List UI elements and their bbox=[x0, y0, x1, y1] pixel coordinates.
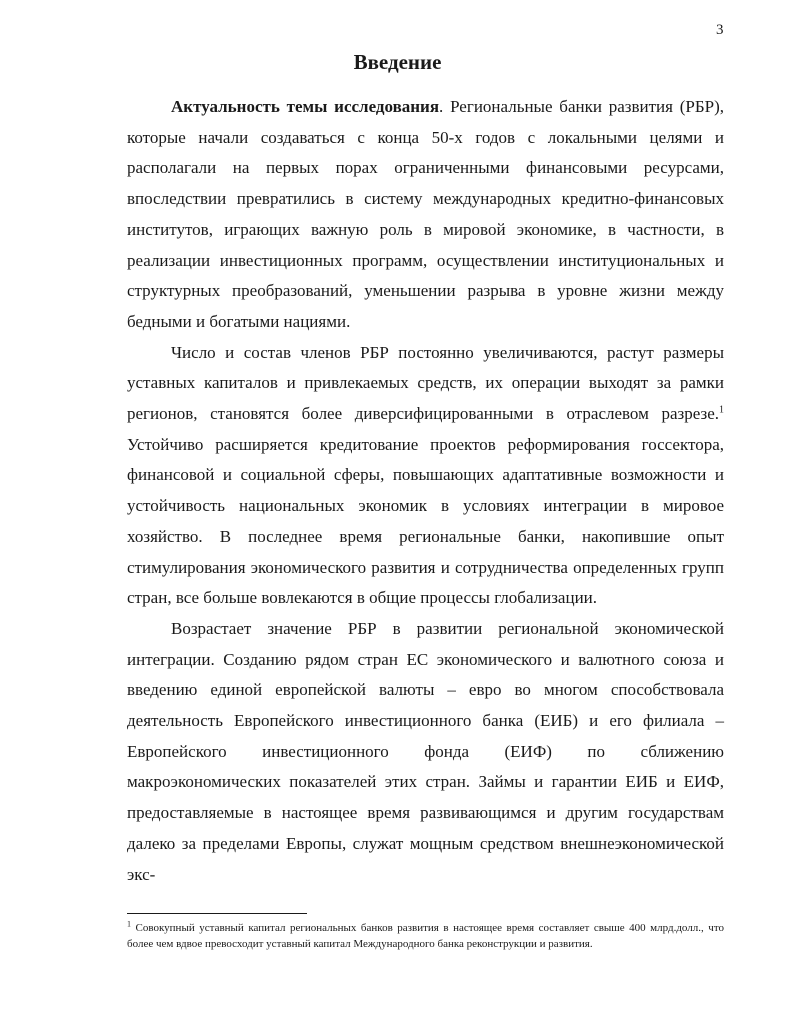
page-title: Введение bbox=[353, 50, 442, 74]
paragraph-text: . Региональные банки развития (РБР), которые начали создаваться с конца 50-х годов с локальными целями и располагали на первых порах ограниченными финансовыми ресурсами, впоследствии превратились в систему международных кредитно-финансовых институтов, играющих важную роль в мировой экономике, в частности, в реализации инвестиционных программ, осуществлении институциональных и структурных преобразований, уменьшении разрыва в уровне жизни между бедными и богатыми нациями. bbox=[127, 97, 724, 331]
paragraph-relevance bbox=[127, 92, 724, 338]
paragraph-text: Число и состав членов РБР постоянно увеличиваются, растут размеры уставных капиталов и привлекаемых средств, их операции выходят за рамки регионов, становятся более диверсифицированными в отраслевом разрезе. bbox=[127, 342, 724, 424]
main-text bbox=[127, 92, 724, 890]
footnote bbox=[127, 920, 724, 952]
section-lead: Актуальность темы исследования bbox=[171, 97, 440, 116]
footnote-divider bbox=[127, 913, 307, 914]
page-number: 3 bbox=[716, 22, 724, 38]
paragraph-membership bbox=[127, 338, 724, 614]
paragraph-integration bbox=[127, 614, 724, 890]
paragraph-text: Устойчиво расширяется кредитование проектов реформирования госсектора, финансовой и социальной сферы, повышающих адаптативные возможности и устойчивость национальных экономик в условиях интеграции в мировое хозяйство. В последнее время региональные банки, накопившие опыт стимулирования экономического развития и сотрудничества определенных групп стран, все больше вовлекаются в общие процессы глобализации. bbox=[127, 434, 724, 608]
footnote-reference: 1 bbox=[719, 404, 724, 416]
footnote-text: Совокупный уставный капитал региональных банков развития в настоящее время составляет свыше 400 млрд.долл., что более чем вдвое превосходит уставный капитал Международного банка реконструкции и развития. bbox=[127, 922, 724, 950]
paragraph-text: Возрастает значение РБР в развитии региональной экономической интеграции. Созданию рядом стран ЕС экономического и валютного союза и введению единой европейской валюты – евро во многом способствовала деятельность Европейского инвестиционного банка (ЕИБ) и его филиала – Европейского инвестиционного фонда (ЕИФ) по сближению макроэкономических показателей этих стран. Займы и гарантии ЕИБ и ЕИФ, предоставляемые в настоящее время развивающимся и другим государствам далеко за пределами Европы, служат мощным средством внешнеэкономической экс- bbox=[127, 618, 724, 884]
footnote-marker: 1 bbox=[127, 919, 131, 929]
